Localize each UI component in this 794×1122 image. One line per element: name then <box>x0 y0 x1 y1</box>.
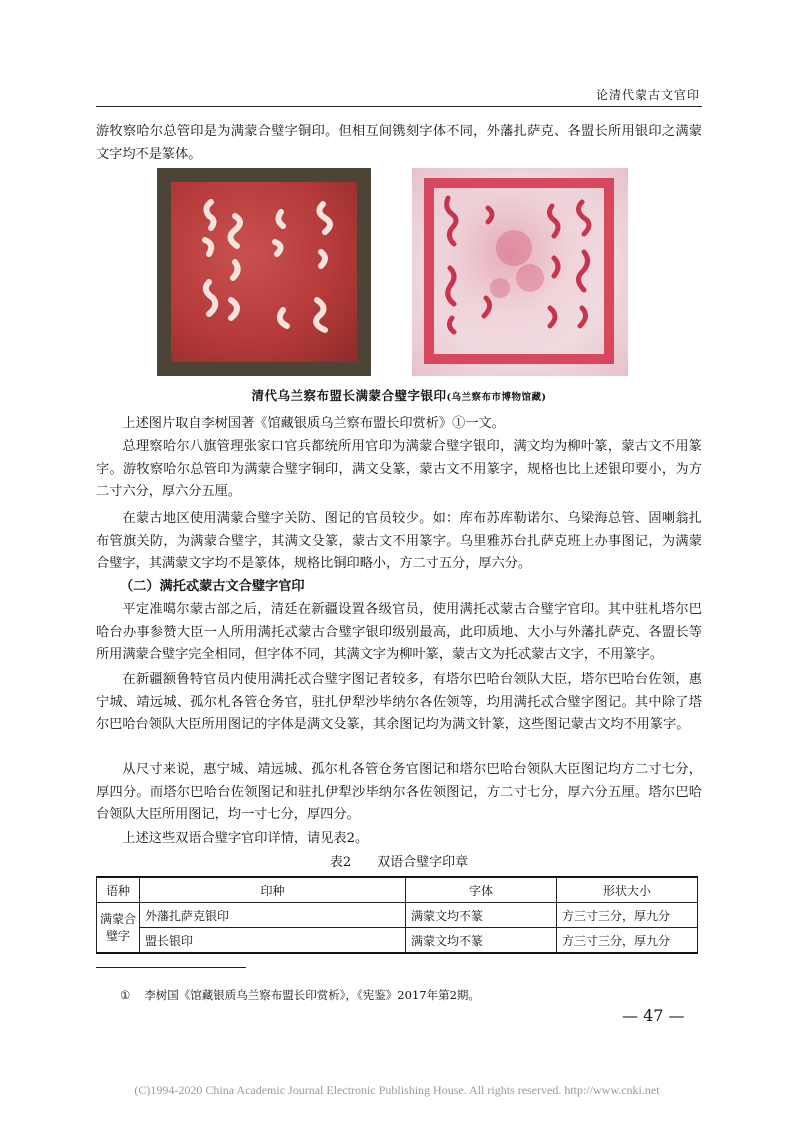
table-row <box>97 928 698 954</box>
header-shape-size: 形状大小 <box>557 877 698 903</box>
header-language: 语种 <box>97 877 140 903</box>
page-number: — 47 — <box>622 1006 685 1025</box>
seal-table <box>96 876 698 954</box>
header-seal-type: 印种 <box>140 877 406 903</box>
intro-paragraph: 游牧察哈尔总管印是为满蒙合璧字铜印。但相互间镌刻字体不同，外藩扎萨克、各盟长所用银印之满蒙文字均不是篆体。 <box>96 124 702 162</box>
header-rule <box>96 106 702 107</box>
table-row <box>97 903 698 928</box>
table-caption <box>96 851 702 870</box>
paragraph-2: 总理察哈尔八旗管理张家口官兵都统所用官印为满蒙合璧字银印，满文均为柳叶篆，蒙古文不用篆字。游牧察哈尔总管印为满蒙合璧字铜印，满文殳篆，蒙古文不用篆字，规格也比上述银印要小，为方二寸六分，厚六分五厘。 <box>96 439 702 499</box>
footnote <box>120 987 480 1003</box>
footnote-text: 李树国《馆藏银质乌兰察布盟长印赏析》，《宪鉴》2017年第2期。 <box>144 988 480 1002</box>
figure-caption <box>96 386 702 404</box>
table-cell-kind: 外藩扎萨克银印 <box>140 903 406 928</box>
paragraph-4: 平定准噶尔蒙古部之后，清廷在新疆设置各级官员，使用满托忒蒙古合璧字官印。其中驻札塔尔巴哈台办事参赞大臣一人所用满托忒蒙古合璧字银印级别最高，此印质地、大小与外藩扎萨克、各盟长等所用满蒙合璧字完全相同，但字体不同，其满文字为柳叶篆，蒙古文为托忒蒙古文字，不用篆字。 <box>96 602 702 662</box>
seal-impression-image <box>412 168 628 376</box>
seal-photo-image <box>157 168 371 376</box>
paragraph-5: 在新疆额鲁特官员内使用满托忒合璧字图记者较多，有塔尔巴哈台领队大臣，塔尔巴哈台佐领，惠宁城、靖远城、孤尔札各管仓务官，驻扎伊犁沙毕纳尔各佐领等，均用满托忒合璧字图记。其中除了塔尔巴哈台领队大臣所用图记的字体是满文殳篆，其余图记均为满文针篆，这些图记蒙古文均不用篆字。 <box>96 672 702 732</box>
table-cell-script: 满蒙文均不篆 <box>406 903 557 928</box>
category-cell: 满蒙合璧字 <box>97 903 140 954</box>
table-cell-shape: 方三寸三分，厚九分 <box>557 928 698 954</box>
footnote-mark: ① <box>120 988 131 1002</box>
running-header-title: 论清代蒙古文官印 <box>595 88 700 102</box>
table-cell-kind: 盟长银印 <box>140 928 406 954</box>
figure-caption-title: 清代乌兰察布盟长满蒙合璧字银印 <box>251 388 447 403</box>
section-heading: （二）满托忒蒙古文合璧字官印 <box>120 579 305 594</box>
paragraph-1: 上述图片取自李树国著《馆藏银质乌兰察布盟长印赏析》①一文。 <box>122 416 505 431</box>
paragraph-7: 上述这些双语合璧字官印详情，请见表2。 <box>122 831 369 846</box>
table-cell-shape: 方三寸三分，厚九分 <box>557 903 698 928</box>
mongolian-script-glyphs-left <box>171 182 357 362</box>
table-caption-number: 表2 <box>329 855 352 870</box>
paragraph-6: 从尺寸来说，惠宁城、靖远城、孤尔札各管仓务官图记和塔尔巴哈台领队大臣图记均方二寸七分，厚四分。而塔尔巴哈台佐领图记和驻扎伊犁沙毕纳尔各佐领图记，方二寸七分，厚六分五厘。塔尔巴哈台领队大臣所用图记，均一寸七分，厚四分。 <box>96 762 702 822</box>
header-script: 字体 <box>406 877 557 903</box>
copyright-footer: (C)1994-2020 China Academic Journal Electronic Publishing House. All rights reserved. http://www.cnki.net <box>134 1083 660 1097</box>
table-cell-script: 满蒙文均不篆 <box>406 928 557 954</box>
table-caption-title: 双语合璧字印章 <box>377 855 469 870</box>
paragraph-3: 在蒙古地区使用满蒙合璧字关防、图记的官员较少。如：库布苏库勒诺尔、乌梁海总管、固喇翁扎布管旗关防，为满蒙合璧字，其满文殳篆，蒙古文不用篆字。乌里雅苏台扎萨克班上办事图记，为满蒙合璧字，其满蒙文字均不是篆体，规格比铜印略小，方二寸五分，厚六分。 <box>96 511 702 571</box>
footnote-rule <box>96 967 246 968</box>
figure-caption-source: (乌兰察布市博物馆藏) <box>446 392 547 403</box>
mongolian-script-glyphs-right <box>434 188 604 354</box>
table-header-row <box>97 877 698 903</box>
